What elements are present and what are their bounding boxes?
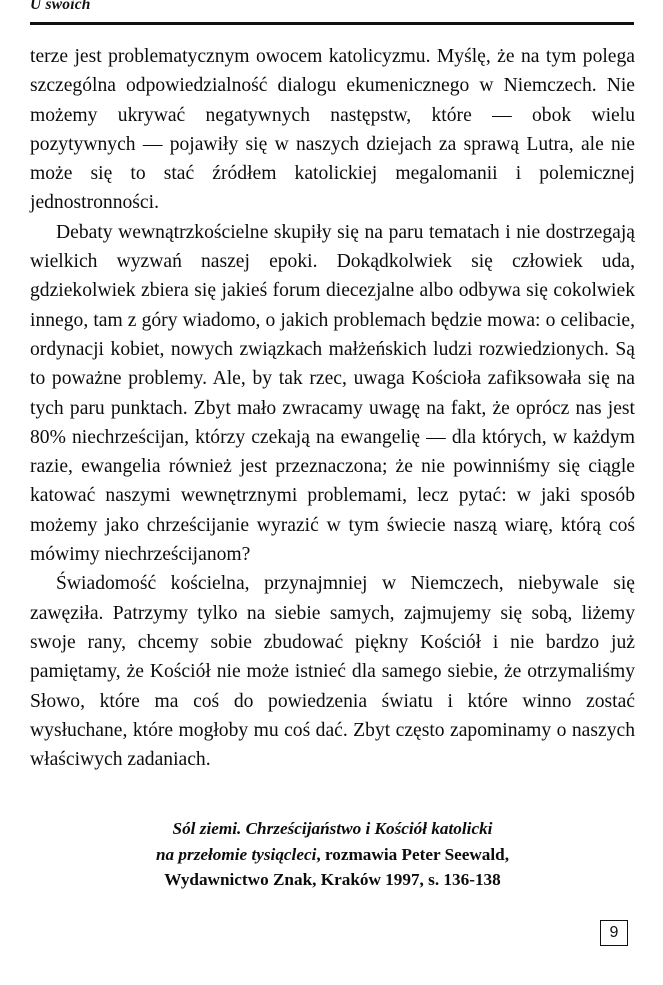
paragraph-2: Debaty wewnątrzkościelne skupiły się na paru tematach i nie dostrzegają wielkich wyzwań naszej epoki. Dokądkolwiek się człowiek uda, gdziekolwiek zbiera się jakieś forum diecezjalne albo odbywa się cokolwiek innego, tam z góry wiadomo, o jakich problemach będzie mowa: o celibacie, ordynacji kobiet, nowych związkach małżeńskich ludzi rozwiedzionych. Są to poważne problemy. Ale, by tak rzec, uwaga Kościoła zafiksowała się na tych paru punktach. Zbyt mało zwracamy uwagę na fakt, że oprócz nas jest 80% niechrześcijan, którzy czekają na ewangelię — dla których, w każdym razie, ewangelia również jest przeznaczona; że nie powinniśmy się ciągle katować naszymi wewnętrznymi problemami, lecz pytać: w jaki sposób możemy jako chrześcijanie wyrazić w tym świecie naszą wiarę, którą coś mówimy niechrześcijanom? <box>30 221 635 566</box>
citation-publisher: Wydawnictwo Znak, Kraków 1997, s. 136-138 <box>164 870 501 889</box>
page-number-value: 9 <box>609 924 619 941</box>
header-divider <box>30 22 634 25</box>
running-header: U swoich <box>30 0 91 13</box>
paragraph-3: Świadomość kościelna, przynajmniej w Niemczech, niebywale się zawęziła. Patrzymy tylko na siebie samych, zajmujemy się sobą, liżemy swoje rany, chcemy sobie zbudować piękny Kościół i nie bardzo już pamiętamy, że Kościół nie może istnieć dla samego siebie, że otrzymaliśmy Słowo, które ma coś do powiedzenia światu i które winno zostać wysłuchane, które mogłoby mu coś dać. Zbyt często zapominamy o naszych właściwych zadaniach. <box>30 573 635 771</box>
source-citation <box>30 816 635 893</box>
citation-title-line1: Sól ziemi. Chrześcijaństwo i Kościół katolicki <box>172 819 493 838</box>
paragraph-1: terze jest problematycznym owocem katolicyzmu. Myślę, że na tym polega szczególna odpowiedzialność dialogu ekumenicznego w Niemczech. Nie możemy ukrywać negatywnych następstw, które — obok wielu pozytywnych — pojawiły się w naszych dziejach za sprawą Lutra, ale nie może się to stać źródłem katolickiej megalomanii i polemicznej jednostronności. <box>30 46 635 214</box>
citation-title-line2: na przełomie tysiącleci <box>155 844 317 864</box>
citation-interviewer: , rozmawia Peter Seewald, <box>316 844 510 864</box>
page-number <box>600 920 628 946</box>
body-text <box>30 42 635 774</box>
